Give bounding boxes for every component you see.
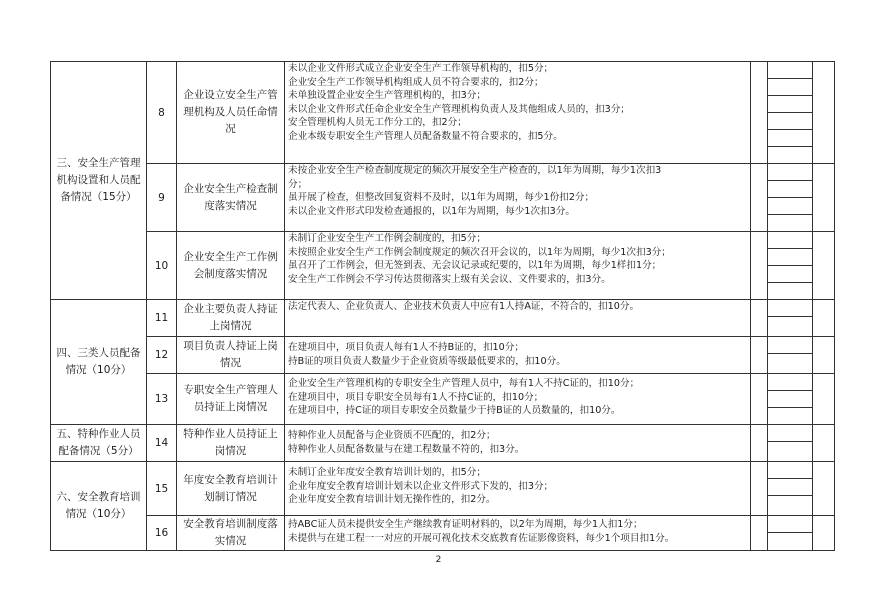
- rule-line: 在建项目中，项目专职安全员每有1人不持C证的，扣10分；: [288, 391, 544, 403]
- rule-line: 分；: [288, 178, 308, 190]
- rule-line: 持B证的项目负责人数量少于企业资质等级最低要求的，扣10分。: [288, 355, 566, 367]
- blank-cell: [751, 425, 768, 462]
- deduction-rules: [285, 300, 751, 337]
- table-row: [51, 374, 835, 425]
- item-number: 16: [147, 516, 177, 551]
- score-cells: [768, 516, 813, 551]
- rule-line: 企业安全生产管理机构的专职安全生产管理人员中，每有1人不持C证的，扣10分；: [288, 378, 640, 389]
- score-cells: [768, 374, 813, 425]
- blank-cell: [751, 232, 768, 300]
- item-number: 10: [147, 232, 177, 300]
- rule-line: 持ABC证人员未提供安全生产继续教育证明材料的，以2年为周期，每少1人扣1分；: [288, 519, 643, 530]
- deduction-rules: [285, 232, 751, 300]
- score-cells: [768, 337, 813, 374]
- rule-line: 未单独设置企业安全生产管理机构的，扣3分；: [288, 90, 486, 102]
- deduction-rules: [285, 62, 751, 164]
- deduction-rules: [285, 425, 751, 462]
- blank-cell: [813, 164, 835, 232]
- rule-line: 未提供与在建工程一一对应的开展可视化技术交底教育佐证影像资料，每少1个项目扣1分。: [288, 532, 675, 544]
- item-name: 年度安全教育培训计划制订情况: [177, 462, 285, 516]
- table-row: [51, 516, 835, 551]
- table-row: [51, 462, 835, 516]
- rule-line: 法定代表人、企业负责人、企业技术负责人中应有1人持A证，不符合的，扣10分。: [288, 301, 640, 312]
- item-name: 企业设立安全生产管理机构及人员任命情况: [177, 62, 285, 164]
- category-cell: 四、三类人员配备情况（10分）: [51, 300, 147, 425]
- rule-line: 未以企业文件形式任命企业安全生产管理机构负责人及其他组成人员的，扣3分；: [288, 103, 630, 115]
- blank-cell: [813, 62, 835, 164]
- score-cells: [768, 62, 813, 164]
- blank-cell: [813, 425, 835, 462]
- rule-line: 安全生产工作例会不学习传达贯彻落实上级有关会议、文件要求的，扣3分。: [288, 273, 611, 285]
- rule-line: 在建项目中，项目负责人每有1人不持B证的，扣10分；: [288, 342, 524, 353]
- deduction-rules: [285, 516, 751, 551]
- blank-cell: [813, 516, 835, 551]
- rule-line: 企业年度安全教育培训计划无操作性的，扣2分。: [288, 494, 496, 506]
- blank-cell: [751, 164, 768, 232]
- blank-cell: [751, 516, 768, 551]
- deduction-rules: [285, 462, 751, 516]
- page-number: 2: [435, 555, 442, 565]
- scoring-table: [50, 61, 835, 551]
- category-cell: 六、安全教育培训情况（10分）: [51, 462, 147, 551]
- table-row: [51, 337, 835, 374]
- rule-line: 虽召开了工作例会，但无签到表、无会议记录或纪要的，以1年为周期，每少1样扣1分；: [288, 260, 662, 272]
- score-cells: [768, 462, 813, 516]
- table-row: [51, 425, 835, 462]
- deduction-rules: [285, 374, 751, 425]
- rule-line: 企业本级专职安全生产管理人员配备数量不符合要求的，扣5分。: [288, 130, 563, 142]
- item-number: 14: [147, 425, 177, 462]
- rule-line: 安全管理机构人员无工作分工的，扣2分；: [288, 117, 467, 129]
- score-cells: [768, 425, 813, 462]
- item-name: 项目负责人持证上岗情况: [177, 337, 285, 374]
- blank-cell: [813, 232, 835, 300]
- rule-line: 未按照企业安全生产工作例会制度规定的频次召开会议的，以1年为周期，每少1次扣3分；: [288, 246, 671, 258]
- blank-cell: [813, 462, 835, 516]
- item-name: 安全教育培训制度落实情况: [177, 516, 285, 551]
- blank-cell: [751, 374, 768, 425]
- rule-line: 特种作业人员配备数量与在建工程数量不符的，扣3分。: [288, 443, 525, 455]
- table-row: [51, 62, 835, 164]
- item-number: 9: [147, 164, 177, 232]
- score-cells: [768, 232, 813, 300]
- blank-cell: [813, 337, 835, 374]
- item-name: 企业主要负责人持证上岗情况: [177, 300, 285, 337]
- blank-cell: [751, 337, 768, 374]
- rule-line: 在建项目中，持C证的项目专职安全员数量少于持B证的人员数量的，扣10分。: [288, 405, 621, 417]
- blank-cell: [751, 62, 768, 164]
- table-row: [51, 232, 835, 300]
- rule-line: 未按企业安全生产检查制度规定的频次开展安全生产检查的，以1年为周期，每少1次扣3: [288, 165, 662, 176]
- item-name: 特种作业人员持证上岗情况: [177, 425, 285, 462]
- item-name: 专职安全生产管理人员持证上岗情况: [177, 374, 285, 425]
- category-cell: 三、安全生产管理机构设置和人员配备情况（15分）: [51, 62, 147, 300]
- blank-cell: [813, 374, 835, 425]
- rule-line: 未制订企业安全生产工作例会制度的，扣5分；: [288, 233, 486, 244]
- item-name: 企业安全生产工作例会制度落实情况: [177, 232, 285, 300]
- deduction-rules: [285, 337, 751, 374]
- rule-line: 未以企业文件形式印发检查通报的，以1年为周期，每少1次扣3分。: [288, 205, 575, 217]
- rule-line: 未以企业文件形式成立企业安全生产工作领导机构的，扣5分；: [288, 63, 554, 74]
- blank-cell: [813, 300, 835, 337]
- item-number: 13: [147, 374, 177, 425]
- rule-line: 企业年度安全教育培训计划未以企业文件形式下发的，扣3分；: [288, 480, 554, 492]
- item-number: 12: [147, 337, 177, 374]
- rule-line: 企业安全生产工作领导机构组成人员不符合要求的，扣2分；: [288, 76, 544, 88]
- score-cells: [768, 164, 813, 232]
- table-row: [51, 164, 835, 232]
- item-name: 企业安全生产检查制度落实情况: [177, 164, 285, 232]
- rule-line: 虽开展了检查，但整改回复资料不及时，以1年为周期，每少1份扣2分；: [288, 192, 595, 204]
- table-row: [51, 300, 835, 337]
- rule-line: 特种作业人员配备与企业资质不匹配的，扣2分；: [288, 430, 496, 441]
- score-cells: [768, 300, 813, 337]
- category-cell: 五、特种作业人员配备情况（5分）: [51, 425, 147, 462]
- blank-cell: [751, 462, 768, 516]
- item-number: 15: [147, 462, 177, 516]
- blank-cell: [751, 300, 768, 337]
- deduction-rules: [285, 164, 751, 232]
- item-number: 11: [147, 300, 177, 337]
- rule-line: 未制订企业年度安全教育培训计划的，扣5分；: [288, 467, 486, 478]
- item-number: 8: [147, 62, 177, 164]
